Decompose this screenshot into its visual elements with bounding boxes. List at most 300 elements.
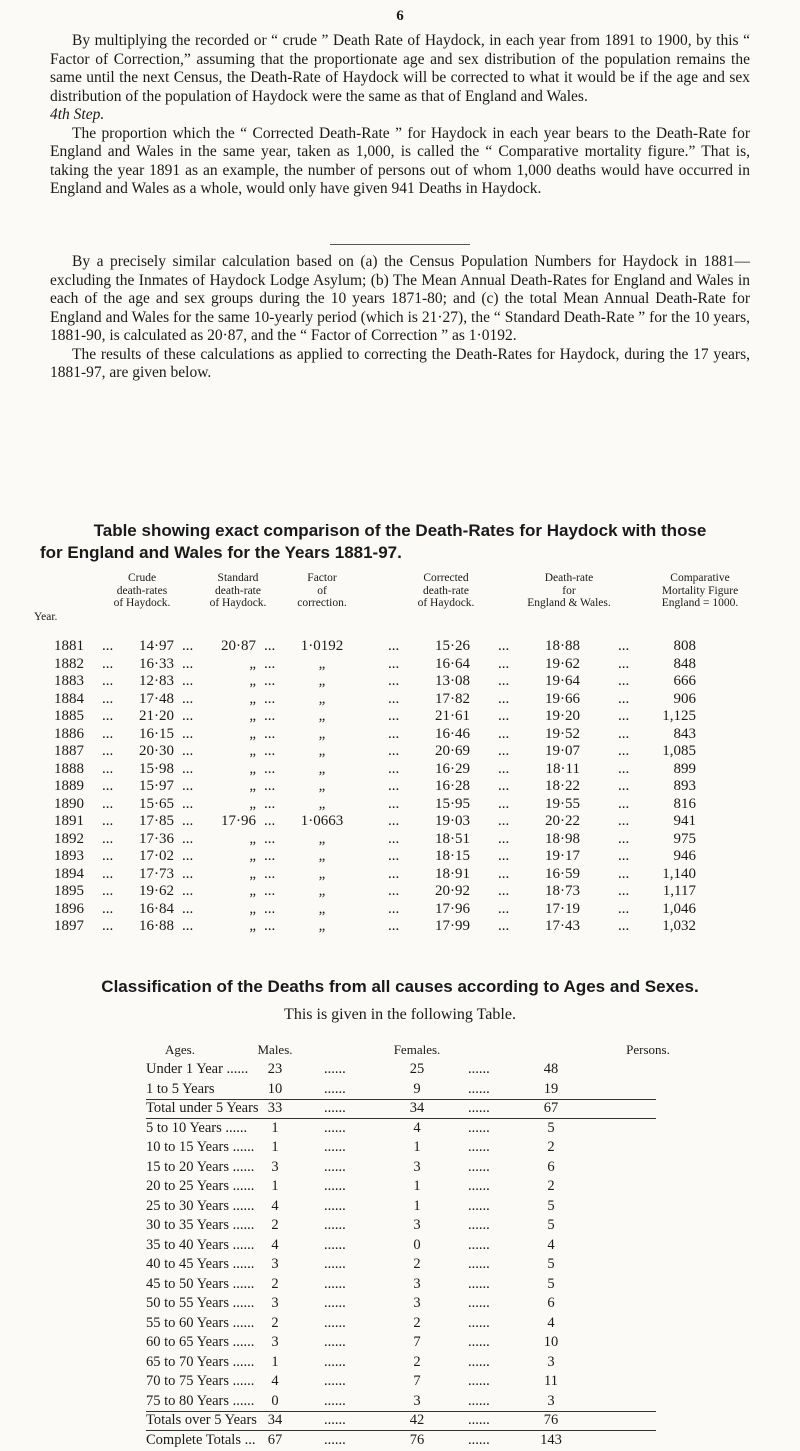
dots: ... xyxy=(498,638,510,654)
dots: ... xyxy=(498,900,510,917)
dots: ... xyxy=(498,655,510,672)
dots: ... xyxy=(182,690,194,707)
factor-cell: „ xyxy=(318,830,326,847)
intro-paragraph xyxy=(50,32,750,199)
leader-dots: ...... xyxy=(468,1158,490,1175)
leader-dots: ...... xyxy=(324,1217,346,1233)
dots: ... xyxy=(618,778,630,794)
dots: ... xyxy=(498,795,510,812)
persons-cell: 5 xyxy=(547,1197,555,1214)
table-row xyxy=(0,1100,800,1119)
crude-rate-cell: 17·48 xyxy=(139,690,174,707)
year-cell: 1886 xyxy=(54,725,84,742)
dots: ... xyxy=(182,918,194,934)
dots: ... xyxy=(264,638,276,654)
factor-cell: „ xyxy=(318,690,326,707)
standard-rate-cell: „ xyxy=(249,725,256,742)
header-factor: Factor of correction. xyxy=(297,572,347,609)
leader-dots: ...... xyxy=(468,1334,490,1350)
persons-cell: 2 xyxy=(547,1178,555,1194)
table-row xyxy=(0,883,800,901)
factor-cell: „ xyxy=(318,760,326,777)
year-cell: 1885 xyxy=(54,708,84,724)
persons-cell: 143 xyxy=(540,1431,562,1448)
age-label-cell: 70 to 75 Years ...... xyxy=(146,1373,255,1389)
dots: ... xyxy=(264,848,276,864)
males-cell: 2 xyxy=(271,1217,279,1233)
year-cell: 1895 xyxy=(54,883,84,899)
leader-dots: ...... xyxy=(324,1197,346,1214)
persons-cell: 11 xyxy=(544,1373,558,1389)
dots: ... xyxy=(102,708,114,724)
comparison-title-line-2: for England and Wales for the Years 1881-97. xyxy=(40,543,402,562)
crude-rate-cell: 14·97 xyxy=(139,638,174,654)
crude-rate-cell: 15·65 xyxy=(139,795,174,812)
males-cell: 0 xyxy=(271,1392,279,1409)
age-label-cell: 10 to 15 Years ...... xyxy=(146,1139,255,1155)
table-row xyxy=(0,708,800,726)
crude-rate-cell: 15·97 xyxy=(139,778,174,794)
dots: ... xyxy=(618,848,630,864)
england-rate-cell: 20·22 xyxy=(545,813,580,829)
dots: ... xyxy=(264,673,276,689)
leader-dots: ...... xyxy=(324,1178,346,1194)
comparative-figure-cell: 808 xyxy=(673,638,696,654)
dots: ... xyxy=(388,673,400,689)
year-cell: 1897 xyxy=(54,918,84,934)
persons-cell: 76 xyxy=(543,1412,559,1428)
crude-rate-cell: 17·73 xyxy=(139,865,174,882)
age-label-cell: Under 1 Year ...... xyxy=(146,1061,249,1077)
dots: ... xyxy=(182,865,194,882)
dots: ... xyxy=(388,690,400,707)
leader-dots: ...... xyxy=(468,1217,490,1233)
header-persons: Persons. xyxy=(626,1042,670,1057)
males-cell: 1 xyxy=(271,1353,279,1370)
dots: ... xyxy=(102,778,114,794)
leader-dots: ...... xyxy=(324,1100,346,1116)
dots: ... xyxy=(264,690,276,707)
leader-dots: ...... xyxy=(468,1100,490,1116)
dots: ... xyxy=(618,813,630,829)
header-year: Year. xyxy=(34,611,58,623)
females-cell: 1 xyxy=(413,1139,421,1155)
dots: ... xyxy=(182,900,194,917)
males-cell: 1 xyxy=(271,1178,279,1194)
crude-rate-cell: 16·84 xyxy=(139,900,174,917)
males-cell: 2 xyxy=(271,1275,279,1292)
table-row xyxy=(0,1159,800,1178)
comparative-figure-cell: 816 xyxy=(673,795,696,812)
table-row xyxy=(0,1276,800,1295)
factor-cell: „ xyxy=(318,725,326,742)
corrected-rate-cell: 19·03 xyxy=(435,813,470,829)
year-cell: 1891 xyxy=(54,813,84,829)
females-cell: 34 xyxy=(409,1100,425,1116)
leader-dots: ...... xyxy=(468,1392,490,1409)
comparison-table-title xyxy=(40,520,760,564)
leader-dots: ...... xyxy=(468,1061,490,1077)
leader-dots: ...... xyxy=(468,1412,490,1428)
factor-cell: „ xyxy=(318,655,326,672)
dots: ... xyxy=(388,900,400,917)
year-cell: 1881 xyxy=(54,638,84,654)
dots: ... xyxy=(102,655,114,672)
year-cell: 1893 xyxy=(54,848,84,864)
leader-dots: ...... xyxy=(468,1139,490,1155)
table-row xyxy=(0,1081,800,1100)
dots: ... xyxy=(264,760,276,777)
table-row xyxy=(0,726,800,744)
males-cell: 1 xyxy=(271,1139,279,1155)
dots: ... xyxy=(182,813,194,829)
standard-rate-cell: „ xyxy=(249,690,256,707)
table-row xyxy=(0,813,800,831)
comparative-figure-cell: 946 xyxy=(673,848,696,864)
leader-dots: ...... xyxy=(468,1256,490,1272)
table-row xyxy=(0,1178,800,1197)
crude-rate-cell: 12·83 xyxy=(139,673,174,689)
persons-cell: 19 xyxy=(543,1080,559,1097)
persons-cell: 48 xyxy=(543,1061,559,1077)
females-cell: 3 xyxy=(413,1295,421,1311)
dots: ... xyxy=(182,848,194,864)
crude-rate-cell: 17·02 xyxy=(139,848,174,864)
dots: ... xyxy=(388,848,400,864)
crude-rate-cell: 17·36 xyxy=(139,830,174,847)
calculation-paragraph xyxy=(50,253,750,383)
standard-rate-cell: „ xyxy=(249,865,256,882)
corrected-rate-cell: 16·29 xyxy=(435,760,470,777)
dots: ... xyxy=(102,690,114,707)
persons-cell: 5 xyxy=(547,1119,555,1136)
dots: ... xyxy=(102,795,114,812)
factor-cell: 1·0663 xyxy=(300,813,344,829)
corrected-rate-cell: 21·61 xyxy=(435,708,470,724)
dots: ... xyxy=(182,760,194,777)
dots: ... xyxy=(264,795,276,812)
england-rate-cell: 17·43 xyxy=(545,918,580,934)
paragraph-4: The results of these calculations as applied to correcting the Death-Rates for Haydock, during the 17 years, 1881-97, are given below. xyxy=(50,345,750,381)
dots: ... xyxy=(498,708,510,724)
dots: ... xyxy=(182,778,194,794)
england-rate-cell: 18·88 xyxy=(545,638,580,654)
table-row xyxy=(0,1432,800,1451)
comparative-figure-cell: 1,085 xyxy=(662,743,696,759)
age-label-cell: 1 to 5 Years xyxy=(146,1080,215,1097)
leader-dots: ...... xyxy=(324,1236,346,1253)
header-females: Females. xyxy=(393,1042,441,1057)
persons-cell: 3 xyxy=(547,1353,555,1370)
crude-rate-cell: 16·15 xyxy=(139,725,174,742)
persons-cell: 5 xyxy=(547,1217,555,1233)
leader-dots: ...... xyxy=(468,1275,490,1292)
dots: ... xyxy=(618,655,630,672)
comparative-figure-cell: 1,032 xyxy=(662,918,696,934)
dots: ... xyxy=(102,900,114,917)
males-cell: 34 xyxy=(267,1412,283,1428)
paragraph-3: By a precisely similar calculation based on (a) the Census Population Numbers for Haydock in 1881—excluding the Inmates of Haydock Lodge Asylum; (b) The Mean Annual Death-Rates for England and Wales in each of the age and sex groups during the 10 years 1871-80; and (c) the total Mean Annual Death-Rate for England and Wales for the same 10-yearly period (which is 21·27), the “ Standard Death-Rate ” for the 10 years, 1881-90, is calculated as 20·87, and the “ Factor of Correction ” as 1·0192. xyxy=(50,253,750,344)
dots: ... xyxy=(498,725,510,742)
leader-dots: ...... xyxy=(324,1392,346,1409)
females-cell: 7 xyxy=(413,1334,421,1350)
females-cell: 25 xyxy=(409,1061,425,1077)
england-rate-cell: 19·64 xyxy=(545,673,580,689)
comparative-figure-cell: 1,125 xyxy=(662,708,696,724)
comparative-figure-cell: 975 xyxy=(673,830,696,847)
dots: ... xyxy=(102,813,114,829)
corrected-rate-cell: 20·92 xyxy=(435,883,470,899)
standard-rate-cell: „ xyxy=(249,830,256,847)
comparative-figure-cell: 1,117 xyxy=(662,883,696,899)
females-cell: 2 xyxy=(413,1353,421,1370)
comparative-figure-cell: 848 xyxy=(673,655,696,672)
table-row xyxy=(0,1354,800,1373)
year-cell: 1882 xyxy=(54,655,84,672)
corrected-rate-cell: 16·46 xyxy=(435,725,470,742)
dots: ... xyxy=(388,708,400,724)
age-label-cell: 40 to 45 Years ...... xyxy=(146,1256,255,1272)
table-row xyxy=(0,918,800,936)
age-label-cell: 55 to 60 Years ...... xyxy=(146,1314,255,1331)
corrected-rate-cell: 17·82 xyxy=(435,690,470,707)
dots: ... xyxy=(264,813,276,829)
dots: ... xyxy=(498,865,510,882)
year-cell: 1894 xyxy=(54,865,84,882)
england-rate-cell: 19·07 xyxy=(545,743,580,759)
dots: ... xyxy=(388,795,400,812)
standard-rate-cell: „ xyxy=(249,708,256,724)
leader-dots: ...... xyxy=(468,1080,490,1097)
females-cell: 0 xyxy=(413,1236,421,1253)
dots: ... xyxy=(388,743,400,759)
age-label-cell: 75 to 80 Years ...... xyxy=(146,1392,255,1409)
table-rule xyxy=(146,1118,656,1119)
corrected-rate-cell: 18·15 xyxy=(435,848,470,864)
table-row xyxy=(0,638,800,656)
england-rate-cell: 18·73 xyxy=(545,883,580,899)
england-rate-cell: 19·20 xyxy=(545,708,580,724)
dots: ... xyxy=(102,865,114,882)
standard-rate-cell: „ xyxy=(249,673,256,689)
table-row xyxy=(0,656,800,674)
males-cell: 23 xyxy=(267,1061,283,1077)
age-label-cell: Totals over 5 Years xyxy=(146,1412,257,1428)
males-cell: 2 xyxy=(271,1314,279,1331)
table-row xyxy=(0,691,800,709)
factor-cell: „ xyxy=(318,673,326,689)
crude-rate-cell: 19·62 xyxy=(139,883,174,899)
females-cell: 1 xyxy=(413,1197,421,1214)
corrected-rate-cell: 17·99 xyxy=(435,918,470,934)
factor-cell: „ xyxy=(318,778,326,794)
persons-cell: 2 xyxy=(547,1139,555,1155)
females-cell: 9 xyxy=(413,1080,421,1097)
females-cell: 2 xyxy=(413,1314,421,1331)
leader-dots: ...... xyxy=(468,1314,490,1331)
leader-dots: ...... xyxy=(324,1412,346,1428)
crude-rate-cell: 15·98 xyxy=(139,760,174,777)
dots: ... xyxy=(618,865,630,882)
standard-rate-cell: „ xyxy=(249,795,256,812)
table-row xyxy=(0,1256,800,1275)
dots: ... xyxy=(498,743,510,759)
england-rate-cell: 19·62 xyxy=(545,655,580,672)
factor-cell: 1·0192 xyxy=(300,638,344,654)
dots: ... xyxy=(388,760,400,777)
comparative-figure-cell: 843 xyxy=(673,725,696,742)
header-comparative: Comparative Mortality Figure England = 1000. xyxy=(661,572,739,609)
males-cell: 4 xyxy=(271,1197,279,1214)
page-number: 6 xyxy=(396,8,404,24)
england-rate-cell: 19·17 xyxy=(545,848,580,864)
table-row xyxy=(0,1334,800,1353)
age-label-cell: 30 to 35 Years ...... xyxy=(146,1217,255,1233)
dots: ... xyxy=(388,638,400,654)
standard-rate-cell: „ xyxy=(249,760,256,777)
age-label-cell: Total under 5 Years xyxy=(146,1100,259,1116)
dots: ... xyxy=(498,690,510,707)
table-row xyxy=(0,1120,800,1139)
dots: ... xyxy=(388,918,400,934)
dots: ... xyxy=(498,760,510,777)
age-label-cell: 60 to 65 Years ...... xyxy=(146,1334,255,1350)
corrected-rate-cell: 16·28 xyxy=(435,778,470,794)
males-cell: 33 xyxy=(267,1100,283,1116)
table-row xyxy=(0,743,800,761)
table-row xyxy=(0,866,800,884)
leader-dots: ...... xyxy=(324,1080,346,1097)
persons-cell: 5 xyxy=(547,1256,555,1272)
leader-dots: ...... xyxy=(324,1373,346,1389)
dots: ... xyxy=(618,743,630,759)
year-cell: 1884 xyxy=(54,690,84,707)
year-cell: 1890 xyxy=(54,795,84,812)
dots: ... xyxy=(618,883,630,899)
females-cell: 4 xyxy=(413,1119,421,1136)
leader-dots: ...... xyxy=(324,1139,346,1155)
standard-rate-cell: „ xyxy=(249,743,256,759)
england-rate-cell: 16·59 xyxy=(545,865,580,882)
comparative-figure-cell: 941 xyxy=(673,813,696,829)
corrected-rate-cell: 13·08 xyxy=(435,673,470,689)
dots: ... xyxy=(102,760,114,777)
dots: ... xyxy=(388,865,400,882)
standard-rate-cell: 17·96 xyxy=(221,813,256,829)
year-cell: 1887 xyxy=(54,743,84,759)
table-rule xyxy=(146,1411,656,1412)
age-label-cell: 65 to 70 Years ...... xyxy=(146,1353,255,1370)
dots: ... xyxy=(388,655,400,672)
standard-rate-cell: „ xyxy=(249,848,256,864)
dots: ... xyxy=(102,743,114,759)
males-cell: 67 xyxy=(267,1431,283,1448)
dots: ... xyxy=(498,673,510,689)
table-row xyxy=(0,1198,800,1217)
england-rate-cell: 18·98 xyxy=(545,830,580,847)
dots: ... xyxy=(618,830,630,847)
females-cell: 2 xyxy=(413,1256,421,1272)
females-cell: 1 xyxy=(413,1178,421,1194)
section-divider xyxy=(330,244,470,245)
age-label-cell: 25 to 30 Years ...... xyxy=(146,1197,255,1214)
leader-dots: ...... xyxy=(468,1178,490,1194)
dots: ... xyxy=(388,725,400,742)
crude-rate-cell: 16·33 xyxy=(139,655,174,672)
table-row xyxy=(0,796,800,814)
standard-rate-cell: „ xyxy=(249,778,256,794)
dots: ... xyxy=(182,795,194,812)
header-ages: Ages. xyxy=(165,1042,195,1057)
dots: ... xyxy=(182,883,194,899)
persons-cell: 4 xyxy=(547,1314,555,1331)
age-table-title: Classification of the Deaths from all causes according to Ages and Sexes. xyxy=(101,977,699,996)
year-cell: 1888 xyxy=(54,760,84,777)
standard-rate-cell: „ xyxy=(249,900,256,917)
age-table-intro: This is given in the following Table. xyxy=(284,1006,516,1023)
leader-dots: ...... xyxy=(324,1256,346,1272)
dots: ... xyxy=(264,743,276,759)
factor-cell: „ xyxy=(318,883,326,899)
paragraph-2: The proportion which the “ Corrected Death-Rate ” for Haydock in each year bears to the Death-Rate for England and Wales in the same year, taken as 1,000, is called the “ Comparative mortality figure.” That is, taking the year 1891 as an example, the number of persons out of whom 1,000 deaths would have occurred in England and Wales as a whole, would only have given 941 Deaths in Haydock. xyxy=(50,124,750,197)
table-row xyxy=(0,1217,800,1236)
persons-cell: 10 xyxy=(543,1334,559,1350)
corrected-rate-cell: 17·96 xyxy=(435,900,470,917)
comparison-title-line-1: Table showing exact comparison of the Death-Rates for Haydock with those xyxy=(93,521,707,540)
dots: ... xyxy=(182,725,194,742)
females-cell: 42 xyxy=(409,1412,425,1428)
table-row xyxy=(0,1139,800,1158)
dots: ... xyxy=(182,655,194,672)
dots: ... xyxy=(498,778,510,794)
leader-dots: ...... xyxy=(468,1353,490,1370)
dots: ... xyxy=(182,708,194,724)
dots: ... xyxy=(102,883,114,899)
dots: ... xyxy=(388,778,400,794)
table-row xyxy=(0,1373,800,1392)
males-cell: 4 xyxy=(271,1373,279,1389)
persons-cell: 6 xyxy=(547,1158,555,1175)
dots: ... xyxy=(388,830,400,847)
age-label-cell: 20 to 25 Years ...... xyxy=(146,1178,255,1194)
table-row xyxy=(0,1412,800,1431)
leader-dots: ...... xyxy=(324,1119,346,1136)
leader-dots: ...... xyxy=(468,1373,490,1389)
dots: ... xyxy=(498,813,510,829)
females-cell: 3 xyxy=(413,1275,421,1292)
males-cell: 1 xyxy=(271,1119,279,1136)
dots: ... xyxy=(102,673,114,689)
dots: ... xyxy=(388,813,400,829)
table-row xyxy=(0,1237,800,1256)
year-cell: 1889 xyxy=(54,778,84,794)
leader-dots: ...... xyxy=(324,1275,346,1292)
crude-rate-cell: 20·30 xyxy=(139,743,174,759)
table-row xyxy=(0,1061,800,1080)
table-rule xyxy=(146,1430,656,1431)
age-label-cell: 50 to 55 Years ...... xyxy=(146,1295,255,1311)
corrected-rate-cell: 18·51 xyxy=(435,830,470,847)
age-label-cell: 45 to 50 Years ...... xyxy=(146,1275,255,1292)
england-rate-cell: 17·19 xyxy=(545,900,580,917)
year-cell: 1896 xyxy=(54,900,84,917)
corrected-rate-cell: 20·69 xyxy=(435,743,470,759)
persons-cell: 67 xyxy=(543,1100,559,1116)
crude-rate-cell: 17·85 xyxy=(139,813,174,829)
persons-cell: 6 xyxy=(547,1295,555,1311)
females-cell: 7 xyxy=(413,1373,421,1389)
persons-cell: 4 xyxy=(547,1236,555,1253)
